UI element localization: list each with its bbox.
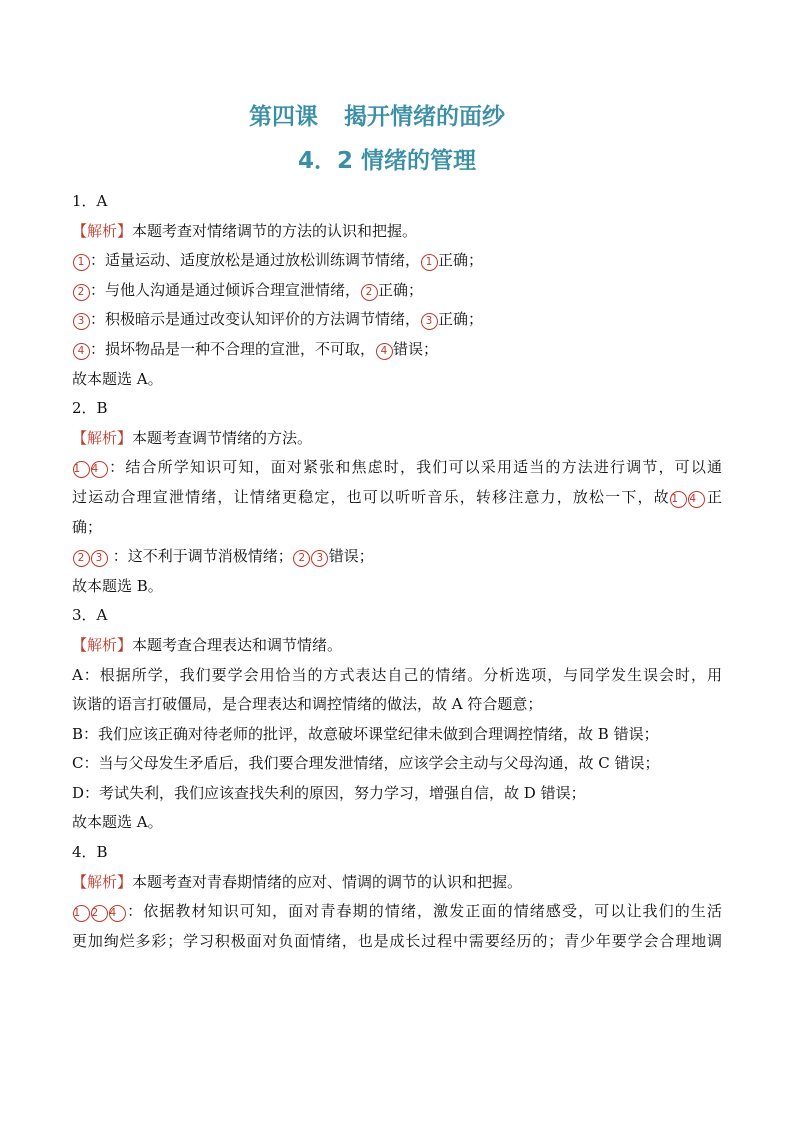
q3-conclusion: 故本题选 A。 bbox=[72, 813, 163, 832]
answer-body bbox=[72, 187, 722, 956]
circled-number-icon: 1 bbox=[421, 254, 438, 271]
q3-answer: 3．A bbox=[72, 606, 108, 625]
q1-item-3: 3 ：积极暗示是通过改变认知评价的方法调节情绪， 3 正确； bbox=[72, 305, 722, 335]
q1-item-1: 1 ：适量运动、适度放松是通过放松训练调节情绪， 1 正确； bbox=[72, 246, 722, 276]
circled-number-icon: 1 bbox=[73, 254, 90, 271]
q4-item-line-1: 1 2 4 ：依据教材知识可知，面对青春期的情绪，激发正面的情绪感受，可以让我们的生活 bbox=[73, 902, 722, 921]
analysis-tag: 【解析】 bbox=[72, 428, 133, 447]
q4-analysis: 【解析】本题考查对青春期情绪的应对、情调的调节的认识和把握。 bbox=[72, 872, 523, 891]
q1-conclusion: 故本题选 A。 bbox=[72, 369, 163, 388]
circled-number-icon: 4 bbox=[73, 343, 90, 360]
circled-number-icon: 4 bbox=[376, 343, 393, 360]
q2-item-1-line-1: 1 4 ：结合所学知识可知，面对紧张和焦虑时，我们可以采用适当的方法进行调节，可以通 bbox=[73, 458, 722, 477]
lesson-name: 揭开情绪的面纱 bbox=[344, 104, 505, 130]
q2-analysis: 【解析】本题考查调节情绪的方法。 bbox=[72, 428, 313, 447]
q2-item-1-line-3: 确； bbox=[72, 517, 103, 536]
circled-number-icon: 2 bbox=[91, 905, 108, 922]
circled-number-icon: 3 bbox=[421, 313, 438, 330]
q3-option-a-line-1: A：根据所学，我们要学会用恰当的方式表达自己的情绪。分析选项，与同学发生误会时，用 bbox=[72, 665, 722, 684]
q1-item-4: 4 ：损坏物品是一种不合理的宣泄，不可取， 4 错误； bbox=[72, 335, 722, 365]
circled-number-icon: 3 bbox=[311, 550, 328, 567]
circled-number-icon: 4 bbox=[688, 491, 705, 508]
circled-number-icon: 3 bbox=[91, 550, 108, 567]
q2-item-2: 2 3 ：这不利于调节消极情绪； 2 3 错误； bbox=[72, 542, 722, 572]
q3-option-c: C：当与父母发生矛盾后，我们要合理发泄情绪，应该学会主动与父母沟通，故 C 错误； bbox=[72, 754, 660, 773]
circled-number-icon: 1 bbox=[670, 491, 687, 508]
analysis-tag: 【解析】 bbox=[72, 221, 133, 240]
q3-analysis: 【解析】本题考查合理表达和调节情绪。 bbox=[72, 635, 343, 654]
circled-number-icon: 1 bbox=[73, 461, 90, 478]
section-title: 4．2 情绪的管理 bbox=[297, 148, 476, 174]
q3-option-d: D：考试失利，我们应该查找失利的原因，努力学习，增强自信，故 D 错误； bbox=[72, 783, 586, 802]
q1-answer: 1．A bbox=[72, 192, 108, 210]
lesson-label: 第四课 bbox=[249, 104, 318, 130]
q3-option-a-line-2: 诙谐的语言打破僵局，是合理表达和调控情绪的做法，故 A 符合题意； bbox=[72, 695, 543, 714]
circled-number-icon: 4 bbox=[91, 461, 108, 478]
q2-answer: 2．B bbox=[72, 399, 108, 418]
q3-option-b: B：我们应该正确对待老师的批评，故意破坏课堂纪律未做到合理调控情绪，故 B 错误； bbox=[72, 724, 659, 743]
q1-item-2: 2 ：与他人沟通是通过倾诉合理宣泄情绪， 2 正确； bbox=[72, 276, 722, 306]
circled-number-icon: 2 bbox=[73, 550, 90, 567]
circled-number-icon: 2 bbox=[361, 284, 378, 301]
circled-number-icon: 3 bbox=[73, 313, 90, 330]
q1-analysis: 【解析】本题考查对情绪调节的方法的认识和把握。 bbox=[72, 221, 418, 240]
q4-item-line-2: 更加绚烂多彩；学习积极面对负面情绪，也是成长过程中需要经历的；青少年要学会合理地调 bbox=[72, 931, 722, 950]
analysis-tag: 【解析】 bbox=[72, 872, 133, 891]
lesson-title bbox=[0, 98, 774, 131]
circled-number-icon: 2 bbox=[293, 550, 310, 567]
analysis-tag: 【解析】 bbox=[72, 635, 133, 654]
q4-answer: 4．B bbox=[72, 843, 108, 862]
circled-number-icon: 1 bbox=[73, 905, 90, 922]
q2-item-1-line-2: 过运动合理宣泄情绪，让情绪更稳定，也可以听听音乐，转移注意力，放松一下，故 1 4 正 bbox=[72, 487, 722, 506]
q2-conclusion: 故本题选 B。 bbox=[72, 576, 163, 595]
circled-number-icon: 2 bbox=[73, 284, 90, 301]
circled-number-icon: 4 bbox=[109, 905, 126, 922]
